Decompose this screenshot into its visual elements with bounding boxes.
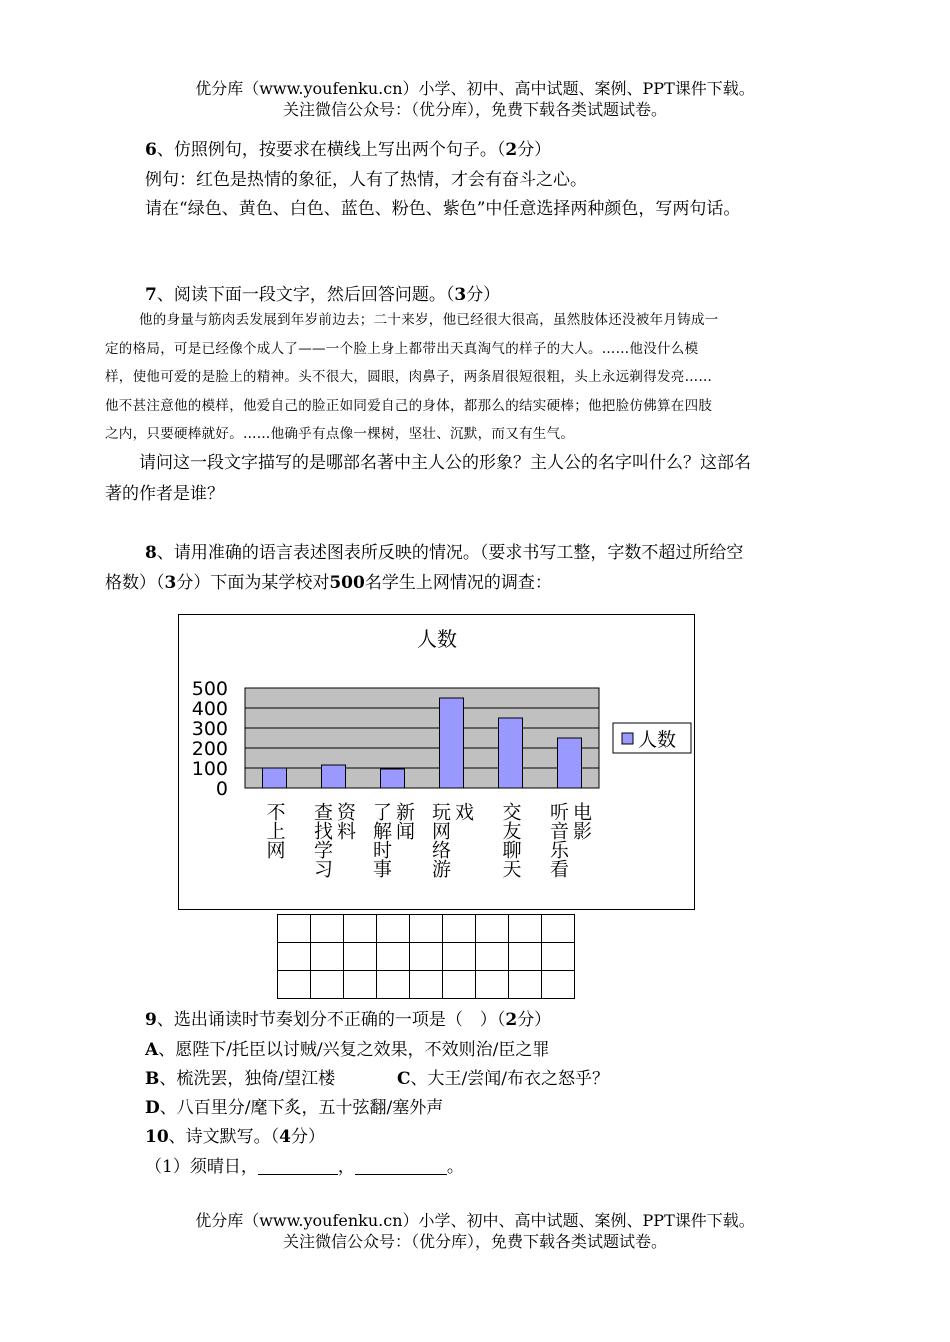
fill-blank-1[interactable] (258, 1158, 338, 1175)
q9-option-a-label: A (145, 1040, 159, 1060)
q8-count: 500 (329, 573, 365, 593)
chart-x-tick-label: 玩网络游 (429, 802, 451, 878)
answer-grid-row (278, 915, 575, 943)
q6-score: 2 (505, 140, 518, 160)
chart-y-tick-label: 0 (215, 778, 228, 800)
chart-x-tick-label: 不上网 (263, 802, 286, 859)
q7-passage-line: 他的身量与筋肉丢发展到年岁前边去；二十来岁，他已经很大很高，虽然肢体还没被年月铸成一 (139, 312, 719, 328)
chart-bar (499, 718, 523, 788)
q9-option-c-text: 、大王/尝闻/布衣之怒乎？ (410, 1069, 609, 1089)
q10-item-1 (145, 1152, 464, 1177)
answer-cell[interactable] (410, 943, 443, 971)
fill-blank-2[interactable] (355, 1158, 447, 1175)
q8-number: 8 (145, 543, 157, 563)
q10-item-1-sep: ， (337, 1157, 355, 1177)
answer-cell[interactable] (410, 915, 443, 943)
q9-score: 2 (505, 1010, 518, 1030)
answer-cell[interactable] (278, 915, 311, 943)
q7-question (105, 448, 847, 510)
answer-cell[interactable] (311, 915, 344, 943)
header-line-1: 优分库（www.youfenku.cn）小学、初中、高中试题、案例、PPT课件下载。 (195, 79, 755, 98)
q7-passage-line: 他不甚注意他的模样，他爱自己的脸正如同爱自己的身体，都那么的结实硬棒；他把脸仿佛算在四肢 (105, 397, 713, 414)
q6-number: 6 (145, 140, 157, 160)
q10-score: 4 (279, 1127, 292, 1147)
answer-cell[interactable] (410, 971, 443, 999)
survey-chart (178, 614, 695, 910)
chart-x-tick-label: 交友聊天 (499, 802, 522, 878)
chart-plot-area (245, 688, 599, 788)
q7-text: 、阅读下面一段文字，然后回答问题。（ (156, 285, 455, 305)
q8-text-2a: 格数）（ (105, 573, 165, 593)
q6-title (145, 135, 551, 160)
q9-option-c[interactable] (397, 1064, 609, 1089)
q6-text: 、仿照例句，按要求在横线上写出两个句子。（ (156, 140, 506, 160)
header-line-2: 关注微信公众号：（优分库），免费下载各类试题试卷。 (282, 100, 667, 119)
q10-item-1-end: 。 (446, 1157, 464, 1177)
chart-bar (263, 768, 287, 788)
q9-option-b-label: B (145, 1069, 160, 1089)
answer-cell[interactable] (542, 971, 575, 999)
answer-cell[interactable] (509, 915, 542, 943)
q9-unit: 分） (517, 1010, 552, 1030)
chart-x-tick-label: 戏 (452, 802, 474, 821)
chart-y-tick-label: 300 (191, 718, 228, 740)
q7-question-line: 著的作者是谁？ (105, 484, 224, 504)
q9-option-a-text: 、愿陛下/托臣以讨贼/兴复之效果，不效则治/臣之罪 (158, 1040, 550, 1060)
answer-cell[interactable] (311, 943, 344, 971)
q8-text-2b: 分）下面为某学校对 (176, 573, 330, 593)
answer-cell[interactable] (377, 943, 410, 971)
answer-cell[interactable] (278, 943, 311, 971)
answer-cell[interactable] (476, 915, 509, 943)
q7-passage-line: 定的格局，可是已经像个成人了——一个脸上身上都带出天真淘气的样子的大人。……他没什么模 (105, 340, 699, 357)
footer-line-2: 关注微信公众号：（优分库），免费下载各类试题试卷。 (282, 1232, 667, 1251)
q9-option-d-text: 、八百里分/麾下炙，五十弦翻/塞外声 (159, 1098, 444, 1118)
chart-legend-swatch (622, 733, 633, 744)
answer-cell[interactable] (377, 915, 410, 943)
answer-cell[interactable] (443, 971, 476, 999)
q7-passage-line: 样，使他可爱的是脸上的精神。头不很大，圆眼，肉鼻子，两条眉很短很粗，头上永远剃得发亮…… (105, 369, 713, 386)
q8-text-1: 、请用准确的语言表述图表所反映的情况。（要求书写工整，字数不超过所给空 (156, 543, 744, 563)
footer-line-1: 优分库（www.youfenku.cn）小学、初中、高中试题、案例、PPT课件下载。 (195, 1211, 755, 1230)
q9-option-b-text: 、梳洗罢，独倚/望江楼 (159, 1069, 336, 1089)
q9-option-d-label: D (145, 1098, 160, 1118)
q9-option-a[interactable] (145, 1035, 549, 1060)
q9-title (145, 1005, 551, 1030)
chart-legend-label: 人数 (638, 729, 677, 751)
q9-number: 9 (145, 1010, 157, 1030)
q9-option-b[interactable] (145, 1064, 335, 1089)
answer-cell[interactable] (542, 943, 575, 971)
answer-cell[interactable] (278, 971, 311, 999)
q10-number: 10 (145, 1127, 169, 1147)
q7-question-line: 请问这一段文字描写的是哪部名著中主人公的形象？主人公的名字叫什么？这部名 (105, 453, 751, 473)
answer-cell[interactable] (443, 915, 476, 943)
answer-cell[interactable] (344, 971, 377, 999)
chart-y-tick-label: 400 (191, 698, 228, 720)
chart-x-tick-label: 电影 (570, 802, 592, 840)
answer-cell[interactable] (344, 943, 377, 971)
answer-cell[interactable] (311, 971, 344, 999)
q8-score: 3 (164, 573, 177, 593)
chart-bar (381, 769, 405, 788)
q7-unit: 分） (466, 285, 501, 305)
answer-cell[interactable] (509, 943, 542, 971)
q8-line-2 (105, 568, 552, 593)
answer-cell[interactable] (509, 971, 542, 999)
q8-line-1 (145, 538, 743, 563)
q6-unit: 分） (517, 140, 552, 160)
q6-example: 例句：红色是热情的象征，人有了热情，才会有奋斗之心。 (145, 170, 587, 190)
chart-bar (558, 738, 582, 788)
chart-x-tick-label: 资料 (334, 802, 356, 840)
chart-bar (440, 698, 464, 788)
chart-x-tick-label: 新闻 (393, 802, 415, 840)
chart-x-tick-label: 听音乐看 (547, 802, 569, 878)
answer-cell[interactable] (443, 943, 476, 971)
q9-text: 、选出诵读时节奏划分不正确的一项是（ ）（ (156, 1010, 506, 1030)
answer-grid-row (278, 971, 575, 999)
chart-y-tick-label: 500 (191, 678, 228, 700)
q7-passage (105, 306, 847, 449)
chart-y-tick-label: 100 (191, 758, 228, 780)
q10-text: 、诗文默写。（ (168, 1127, 280, 1147)
q10-unit: 分） (291, 1127, 326, 1147)
q10-title (145, 1122, 325, 1147)
chart-bar (322, 765, 346, 788)
answer-grid-row (278, 943, 575, 971)
answer-cell[interactable] (476, 943, 509, 971)
q9-option-c-label: C (397, 1069, 411, 1089)
q7-title (145, 280, 500, 305)
chart-title: 人数 (417, 627, 457, 651)
q7-passage-line: 之内，只要硬棒就好。……他确乎有点像一棵树，坚壮、沉默，而又有生气。 (105, 426, 575, 443)
q9-option-d[interactable] (145, 1093, 443, 1118)
q10-item-1-prefix: （1）须晴日， (145, 1157, 258, 1177)
q8-text-2c: 名学生上网情况的调查： (364, 573, 552, 593)
chart-y-tick-label: 200 (191, 738, 228, 760)
answer-cell[interactable] (344, 915, 377, 943)
answer-cell[interactable] (377, 971, 410, 999)
answer-cell[interactable] (476, 971, 509, 999)
chart-x-tick-label: 查找学习 (311, 802, 333, 878)
q7-number: 7 (145, 285, 157, 305)
q6-instruction: 请在“绿色、黄色、白色、蓝色、粉色、紫色”中任意选择两种颜色，写两句话。 (145, 199, 741, 219)
q7-score: 3 (454, 285, 467, 305)
answer-grid (277, 914, 575, 999)
answer-cell[interactable] (542, 915, 575, 943)
chart-x-tick-label: 了解时事 (370, 802, 392, 878)
chart-canvas (179, 615, 696, 911)
